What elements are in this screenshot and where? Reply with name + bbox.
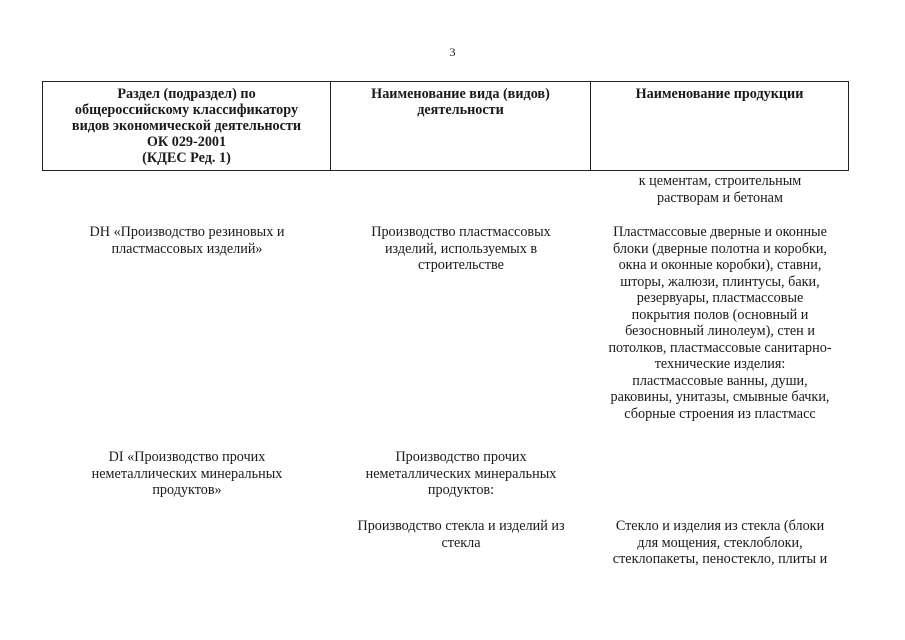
header-classifier-section	[43, 82, 330, 170]
text-line: продуктов:	[427, 482, 495, 498]
continuation-products	[588, 173, 852, 206]
text-line: стекла	[441, 534, 481, 551]
header-activity-name	[330, 82, 590, 170]
text-line: окна и оконные коробки), ставни,	[618, 257, 822, 273]
text-line: пластмассовых изделий»	[111, 240, 263, 257]
text-line: стеклопакеты, пеностекло, плиты и	[612, 551, 828, 567]
header-text-line: Раздел (подраздел) по	[117, 86, 256, 102]
header-text-line: Наименование вида (видов)	[371, 86, 550, 102]
text-line: шторы, жалюзи, плинтусы, баки,	[620, 273, 820, 290]
section-di-products	[588, 518, 852, 568]
text-line: резервуары, пластмассовые	[636, 290, 804, 306]
section-di-code	[45, 449, 329, 499]
page-number: 3	[449, 45, 456, 59]
table-header	[42, 81, 849, 171]
text-line: технические изделия:	[654, 356, 786, 372]
text-line: блоки (дверные полотна и коробки,	[613, 240, 827, 257]
header-text-line: общероссийскому классификатору	[74, 102, 299, 118]
section-di-activity	[330, 449, 592, 499]
text-line: DI «Производство прочих	[108, 449, 266, 465]
header-text-line: видов экономической деятельности	[71, 118, 302, 134]
text-line: изделий, используемых в	[384, 240, 538, 257]
text-line: к цементам, строительным	[638, 173, 802, 189]
text-line: неметаллических минеральных	[91, 465, 283, 482]
text-line: растворам и бетонам	[657, 189, 783, 206]
text-line: продуктов»	[152, 482, 222, 498]
text-line: пластмассовые ванны, души,	[632, 372, 808, 389]
text-line: безосновный линолеум), стен и	[625, 323, 815, 339]
text-line: потолков, пластмассовые санитарно-	[608, 339, 832, 356]
text-line: Производство прочих	[395, 449, 527, 465]
section-dh-activity	[330, 224, 592, 274]
header-text-line: Наименование продукции	[635, 86, 804, 102]
header-text-line: деятельности	[417, 102, 504, 118]
text-line: DH «Производство резиновых и	[89, 224, 285, 240]
text-line: покрытия полов (основный и	[631, 306, 809, 323]
text-line: Пластмассовые дверные и оконные	[613, 224, 827, 240]
text-line: неметаллических минеральных	[365, 465, 557, 482]
section-di-sub-activity	[330, 518, 592, 551]
header-text-line: (КДЕС Ред. 1)	[142, 150, 231, 166]
text-line: Стекло и изделия из стекла (блоки	[615, 518, 825, 534]
section-dh-code	[45, 224, 329, 257]
header-text-line: ОК 029-2001	[146, 134, 227, 150]
text-line: раковины, унитазы, смывные бачки,	[610, 389, 830, 405]
text-line: Производство пластмассовых	[371, 224, 551, 240]
text-line: Производство стекла и изделий из	[357, 518, 565, 534]
section-dh-products	[588, 224, 852, 422]
text-line: для мощения, стеклоблоки,	[637, 534, 803, 551]
text-line: строительстве	[418, 257, 504, 273]
text-line: сборные строения из пластмасс	[624, 405, 816, 422]
header-product-name	[590, 82, 848, 170]
